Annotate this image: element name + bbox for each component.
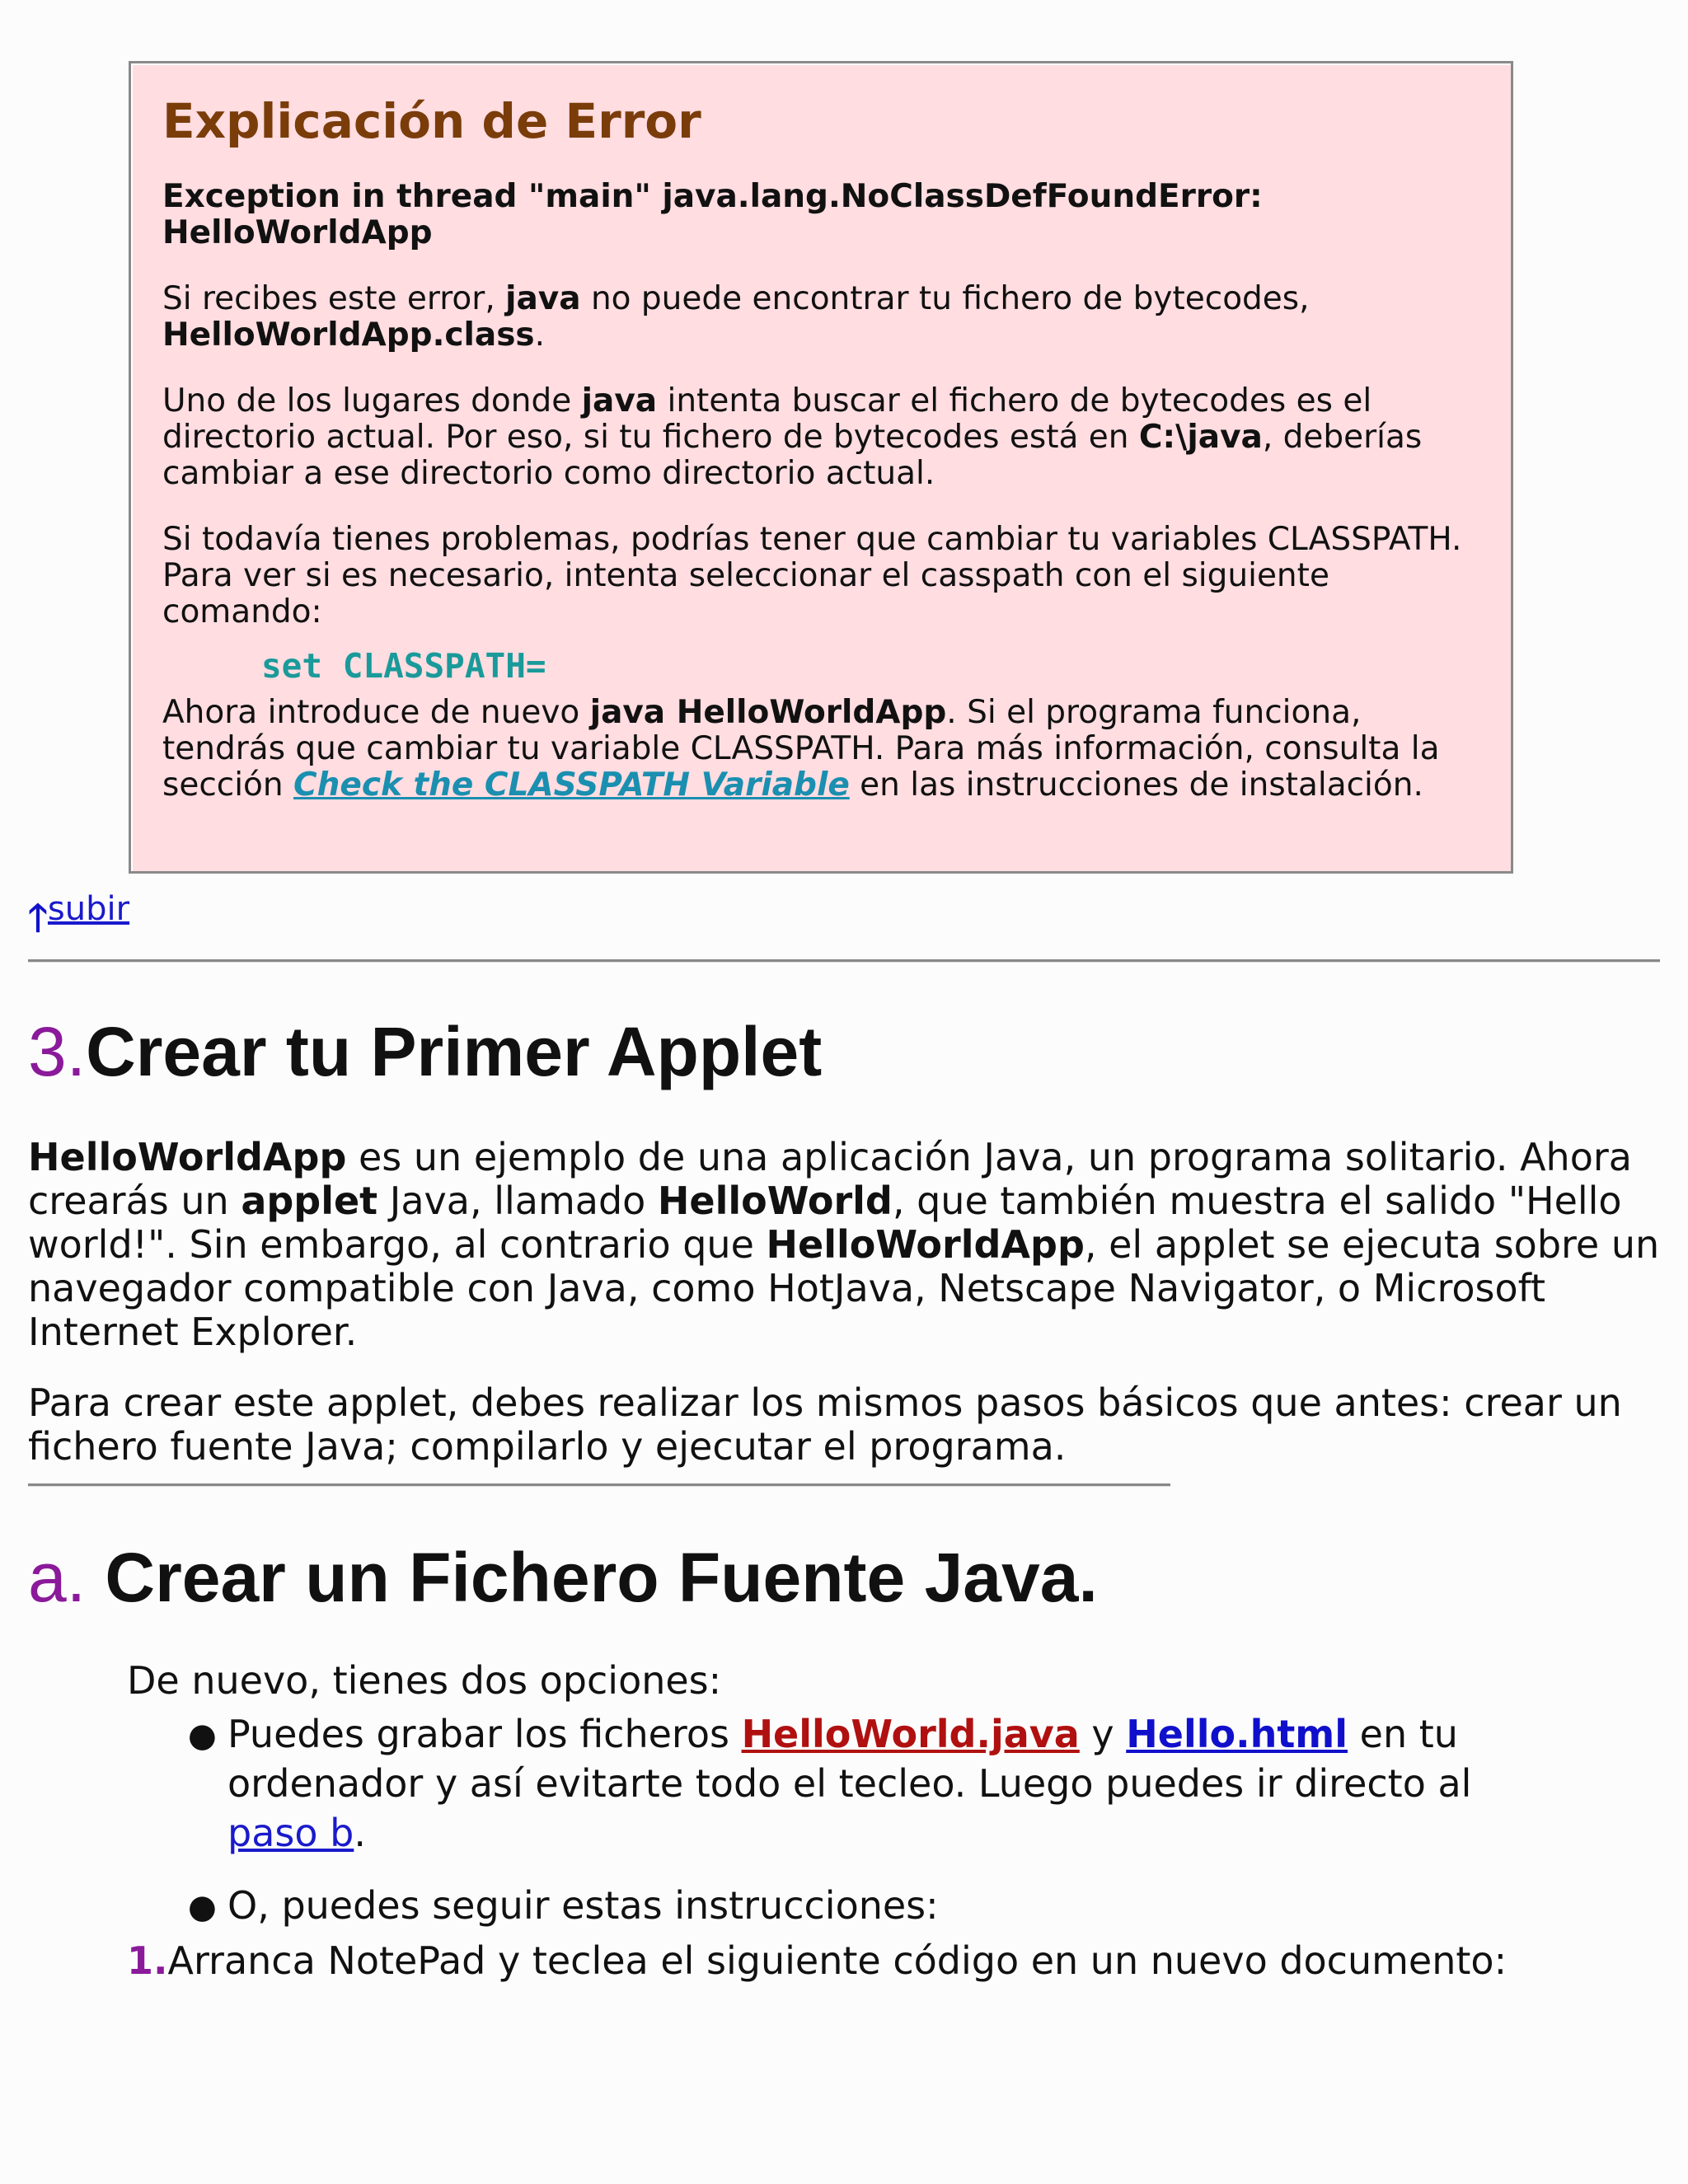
divider bbox=[28, 959, 1660, 963]
section-3-paragraph-2: Para crear este applet, debes realizar los mismos pasos básicos que antes: crear un fichero fuente Java; compilarlo y ejecutar el programa. bbox=[28, 1380, 1622, 1469]
error-explanation-box bbox=[129, 61, 1513, 874]
hello-html-link[interactable]: Hello.html bbox=[1126, 1712, 1348, 1756]
divider bbox=[28, 1483, 1170, 1487]
paso-b-link[interactable]: paso b bbox=[227, 1811, 354, 1855]
subir-link[interactable]: subir bbox=[47, 890, 130, 928]
error-paragraph-4: Ahora introduce de nuevo java HelloWorldApp. Si el programa funciona, tendrás que cambiar tu variable CLASSPATH. Para más información, consulta la sección Check the CLASSPATH Variable en las instrucciones de instalación. bbox=[162, 694, 1440, 804]
error-paragraph-1: Si recibes este error, java no puede encontrar tu fichero de bytecodes, HelloWorldApp.class. bbox=[162, 280, 1310, 354]
list-item: ● O, puedes seguir estas instrucciones: bbox=[188, 1881, 1507, 1930]
error-box-title: Explicación de Error bbox=[162, 93, 701, 149]
section-3-heading: 3.Crear tu Primer Applet bbox=[28, 1013, 823, 1090]
step-1: 1.Arranca NotePad y teclea el siguiente código en un nuevo documento: bbox=[127, 1938, 1507, 1983]
exception-message: Exception in thread "main" java.lang.NoClassDefFoundError: HelloWorldApp bbox=[162, 178, 1263, 251]
back-to-top[interactable] bbox=[28, 890, 129, 954]
helloworld-java-link[interactable]: HelloWorld.java bbox=[741, 1712, 1080, 1756]
error-paragraph-2: Uno de los lugares donde java intenta buscar el fichero de bytecodes es el directorio actual. Por eso, si tu fichero de bytecodes está en C:\java, deberías cambiar a ese directorio como directorio actual. bbox=[162, 382, 1423, 492]
section-3-paragraph-1: HelloWorldApp es un ejemplo de una aplicación Java, un programa solitario. Ahora crearás un applet Java, llamado HelloWorld, que también muestra el salido "Hello world!". Sin embargo, al contrario que HelloWorldApp, el applet se ejecuta sobre un navegador compatible con Java, como HotJava, Netscape Navigator, o Microsoft Internet Explorer. bbox=[28, 1135, 1660, 1354]
options-intro: De nuevo, tienes dos opciones: bbox=[127, 1658, 722, 1703]
bullet-icon: ● bbox=[188, 1717, 217, 1755]
list-item: ● Puedes grabar los ficheros HelloWorld.java y Hello.html en tu ordenador y así evitarte todo el tecleo. Luego puedes ir directo al paso b. bbox=[188, 1712, 1472, 1855]
check-classpath-link[interactable]: Check the CLASSPATH Variable bbox=[293, 766, 850, 804]
error-paragraph-3: Si todavía tienes problemas, podrías tener que cambiar tu variables CLASSPATH. Para ver si es necesario, intenta seleccionar el casspath con el siguiente comando: bbox=[162, 521, 1462, 630]
bullet-icon: ● bbox=[188, 1888, 217, 1926]
up-arrow-icon[interactable]: 🡑 bbox=[28, 895, 48, 940]
classpath-command: set CLASSPATH= bbox=[261, 646, 546, 686]
options-list bbox=[188, 1709, 1507, 1930]
section-a-heading: a. Crear un Fichero Fuente Java. bbox=[28, 1539, 1098, 1616]
